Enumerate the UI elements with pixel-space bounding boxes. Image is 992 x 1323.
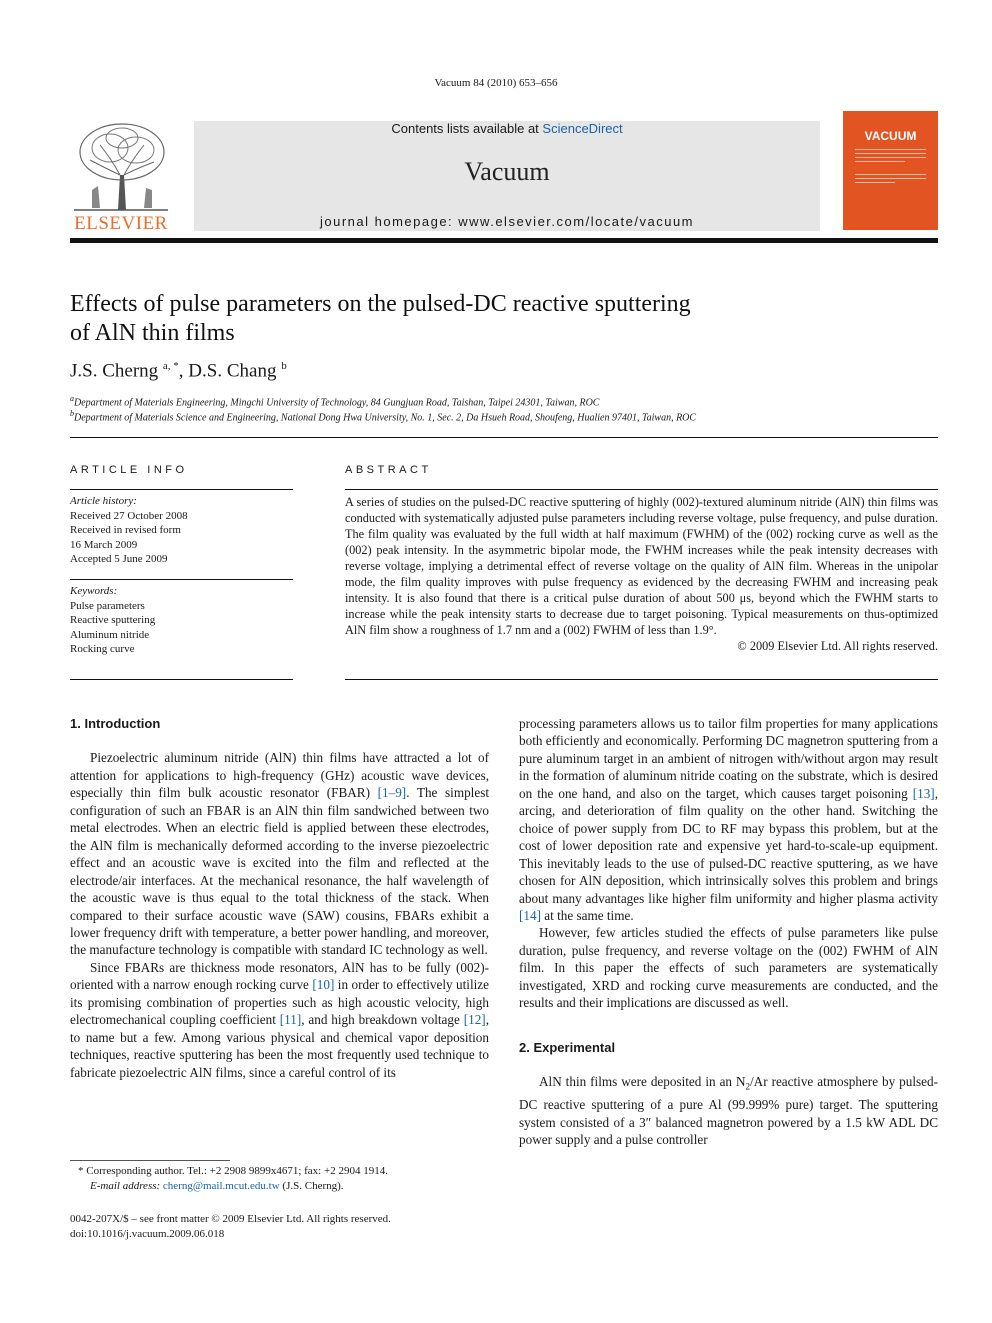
history-label: Article history:	[70, 495, 137, 507]
keyword-item: Rocking curve	[70, 643, 135, 655]
intro-paragraph-continued: processing parameters allows us to tailor film properties for many applications both efficiently and economically. Performing DC magnetron sputtering from a pure aluminum target in an ambient of nitrogen with/without argon may result in the formation of aluminum nitride coating on the substrate, which is desired on the one hand, and also on the target, which causes target poisoning [13], arcing, and deterioration of film quality on the other hand. Switching the choice of power supply from DC to RF may bypass this problem, but at the cost of lower deposition rate and expensive yet hard-to-scale-up equipment. This inevitably leads to the use of pulsed-DC reactive sputtering, as we have chosen for AlN deposition, which intrinsically solves this problem and brings about many advantages like higher film uniformity and higher plasma activity [14] at the same time.	[519, 716, 938, 923]
elsevier-wordmark: ELSEVIER	[74, 213, 168, 234]
footnote-mark: *	[78, 1165, 84, 1177]
keyword-item: Reactive sputtering	[70, 614, 156, 626]
history-item: 16 March 2009	[70, 538, 138, 551]
abstract-text: A series of studies on the pulsed-DC reactive sputtering of highly (002)-textured aluminum nitride (AlN) thin films was conducted with systematically adjusted pulse parameters including reverse voltage, pulse frequency, and pulse duration. The film quality was evaluated by the full width at half maximum (FWHM) of the (002) rocking curve as well as the (002) peak intensity. In the asymmetric bipolar mode, the FWHM increases while the peak intensity decreases with reverse voltage, implying a detrimental effect of reverse voltage on the quality of AlN film. Whereas in the unipolar mode, the film quality improves with pulse frequency as evidenced by the decreasing FWHM and increasing peak intensity. It is also found that there is a critical pulse duration of about 500 μs, beyond which the FWHM starts to increase while the peak intensity starts to decrease due to target poisoning. Typical measurements on thus-optimized AlN film show a roughness of 1.7 nm and a (002) FWHM of less than 1.9°.	[345, 495, 938, 637]
keyword-item: Pulse parameters	[70, 599, 145, 612]
body-right-column	[519, 715, 938, 1149]
keywords-rule	[70, 579, 293, 580]
footnote-rule	[70, 1160, 230, 1161]
cover-text-lines	[855, 149, 926, 186]
keywords-label: Keywords:	[70, 585, 118, 597]
elsevier-tree-icon	[70, 120, 172, 212]
citation-link[interactable]: [10]	[312, 977, 335, 993]
elsevier-logo	[70, 120, 172, 232]
citation-link[interactable]: [12]	[463, 1012, 486, 1028]
affiliation-a	[70, 394, 940, 408]
doi-line[interactable]: doi:10.1016/j.vacuum.2009.06.018	[70, 1228, 225, 1240]
experimental-heading: 2. Experimental	[519, 1039, 616, 1055]
email-link[interactable]: cherng@mail.mcut.edu.tw	[162, 1180, 280, 1192]
abstract-copyright: © 2009 Elsevier Ltd. All rights reserved.	[737, 639, 938, 653]
intro-paragraph-3: However, few articles studied the effects of pulse parameters like pulse duration, pulse frequency, and reverse voltage on the (002) FWHM of AlN film. In this paper the effects of such parameters are systematically investigated, XRD and rocking curve measurements are conducted, and the results and their implications are discussed as well.	[519, 925, 938, 1011]
article-info-heading: ARTICLE INFO	[70, 464, 188, 476]
title-line-2: of AlN thin films	[70, 320, 235, 346]
citation-link[interactable]: [14]	[519, 907, 541, 923]
citation-link[interactable]: [13]	[912, 785, 935, 801]
history-item: Received in revised form	[70, 524, 181, 536]
sciencedirect-link[interactable]: ScienceDirect	[542, 121, 623, 136]
affiliation-rule	[70, 437, 938, 438]
contents-line	[194, 121, 820, 136]
affiliation-a-mark: a	[70, 394, 74, 403]
affiliation-b-mark: b	[70, 409, 74, 418]
affiliation-b	[70, 409, 940, 423]
affiliation-b-text: Department of Materials Science and Engineering, National Dong Hwa University, No. 1, Sec. 2, Da Hsueh Road, Shoufeng, Hualien 97401, Taiwan, ROC	[74, 412, 697, 424]
citation-link[interactable]: [1–9]	[377, 785, 407, 801]
author-2: D.S. Chang	[188, 360, 277, 382]
intro-paragraph-2: Since FBARs are thickness mode resonators, AlN has to be fully (002)-oriented with a narrow enough rocking curve [10] in order to effectively utilize its promising combination of properties such as high acoustic velocity, high electromechanical coupling coefficient [11], and high breakdown voltage [12], to name but a few. Among various physical and chemical vapor deposition techniques, reactive sputtering has been the most frequently used technique to fabricate piezoelectric AlN films, since a careful control of its	[70, 959, 489, 1080]
author-1-marks[interactable]: a, *	[162, 360, 179, 372]
publication-info	[70, 1212, 489, 1242]
article-title	[70, 290, 870, 348]
journal-masthead	[194, 121, 820, 231]
journal-homepage[interactable]: journal homepage: www.elsevier.com/locate/vacuum	[319, 214, 695, 229]
journal-reference: Vacuum 84 (2010) 653–656	[434, 77, 558, 89]
journal-cover	[843, 111, 938, 230]
contents-prefix: Contents lists available at	[391, 121, 539, 136]
intro-paragraph-1: Piezoelectric aluminum nitride (AlN) thin films have attracted a lot of attention for applications to high-frequency (GHz) acoustic wave devices, especially thin film bulk acoustic resonator (FBAR) [1–9]. The simplest configuration of such an FBAR is an AlN thin film sandwiched between two metal electrodes. When an electric field is applied between these electrodes, the AlN film is mechanically deformed according to the inverse piezoelectric effect and an acoustic wave is excited into the film and reflected at the electrode/air interfaces. At the mechanical resonance, the half wavelength of the acoustic wave is thus equal to the total thickness of the stack. When compared to their surface acoustic wave (SAW) cousins, FBARs exhibit a lower frequency drift with temperature, a better power handling, and moreover, the manufacture technology is compatible with standard IC technology as well.	[70, 750, 489, 958]
cover-title: VACUUM	[864, 129, 917, 143]
author-2-marks[interactable]: b	[281, 360, 287, 372]
email-label: E-mail address:	[90, 1180, 161, 1192]
journal-name: Vacuum	[464, 157, 550, 186]
abstract-bottom-rule	[345, 679, 938, 680]
article-history	[70, 494, 293, 567]
corresponding-author: Corresponding author. Tel.: +2 2908 9899x4671; fax: +2 2904 1914.	[83, 1165, 388, 1177]
email-suffix: (J.S. Cherng).	[279, 1180, 344, 1192]
article-info-rule	[70, 489, 293, 490]
issn-line: 0042-207X/$ – see front matter © 2009 Elsevier Ltd. All rights reserved.	[70, 1213, 391, 1225]
introduction-heading: 1. Introduction	[70, 716, 161, 731]
experimental-paragraph-1: AlN thin films were deposited in an $N_2/Ar$ reactive atmosphere by pulsed-DC reactive sputtering of a pure Al (99.999% pure) target. The sputtering system consisted of a 3″ balanced magnetron powered by a 1.5 kW ADL DC power supply and a pulse controller	[519, 1074, 938, 1148]
author-1: J.S. Cherng	[70, 360, 159, 382]
author-list: J.S. Cherng $^{a, *}$, D.S. Chang $^b$	[70, 360, 287, 382]
history-item: Received 27 October 2008	[70, 509, 188, 522]
body-left-column	[70, 715, 489, 1081]
header-rule	[70, 238, 938, 243]
info-bottom-rule	[70, 679, 293, 680]
abstract-rule	[345, 489, 938, 490]
abstract-body	[345, 494, 938, 654]
abstract-heading: ABSTRACT	[345, 464, 432, 476]
keyword-item: Aluminum nitride	[70, 628, 150, 641]
history-item: Accepted 5 June 2009	[70, 553, 168, 565]
title-line-1: Effects of pulse parameters on the pulsed-DC reactive sputtering	[70, 291, 691, 317]
corresponding-footnote	[70, 1164, 489, 1194]
affiliation-a-text: Department of Materials Engineering, Mingchi University of Technology, 84 Gungjuan Road, Taishan, Taipei 24301, Taiwan, ROC	[74, 397, 600, 409]
citation-link[interactable]: [11]	[279, 1012, 302, 1028]
keywords	[70, 584, 293, 657]
